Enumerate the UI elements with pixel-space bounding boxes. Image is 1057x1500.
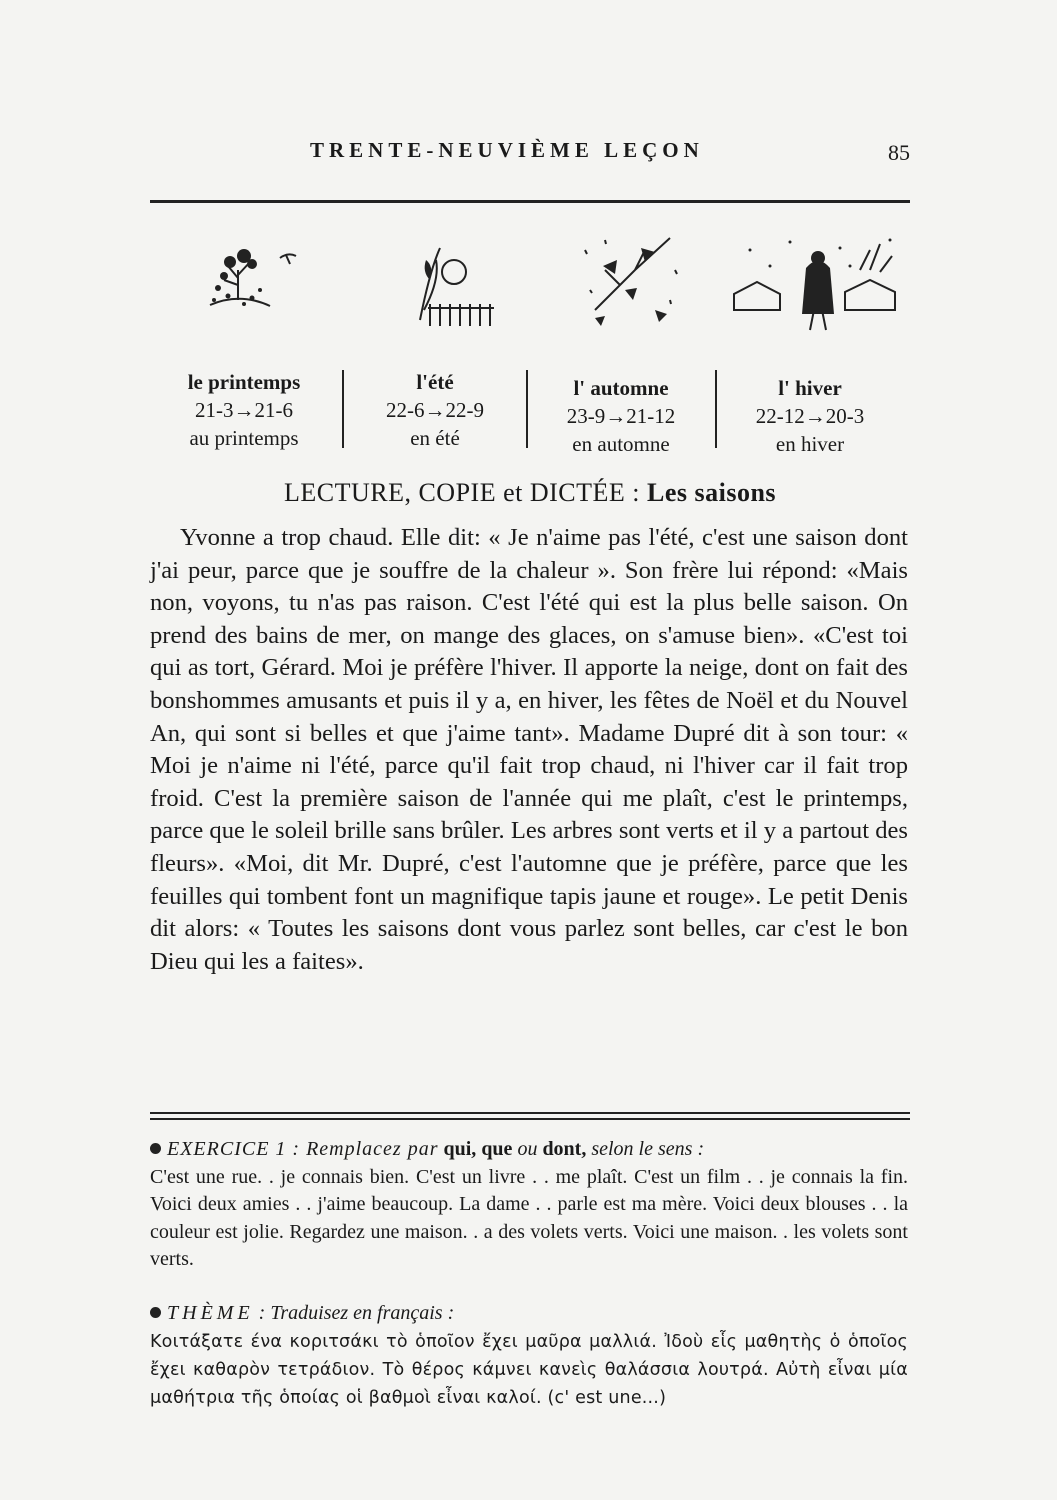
theme-label: THÈME bbox=[167, 1302, 254, 1324]
header-rule bbox=[150, 200, 910, 203]
exercise-word: dont, bbox=[542, 1138, 587, 1160]
lecture-heading-prefix: LECTURE, COPIE et DICTÉE : bbox=[283, 478, 647, 507]
theme-instruction: : Traduisez en français : bbox=[258, 1302, 455, 1324]
exercise-heading bbox=[150, 1136, 908, 1164]
season-name: l' hiver bbox=[778, 376, 842, 400]
column-divider bbox=[526, 370, 528, 448]
winter-snow-walker-icon bbox=[730, 230, 905, 340]
bullet-icon bbox=[150, 1307, 161, 1318]
section-rule-upper bbox=[150, 1112, 910, 1114]
season-name: le printemps bbox=[187, 370, 301, 394]
bullet-icon bbox=[150, 1143, 161, 1154]
theme-greek-text bbox=[150, 1328, 908, 1412]
exercise-connector: ou bbox=[517, 1138, 538, 1160]
season-dates: 22-12→20-3 bbox=[755, 404, 865, 428]
season-dates: 21-3→21-6 bbox=[195, 398, 293, 422]
spring-tree-bird-icon bbox=[200, 230, 305, 340]
reading-passage bbox=[150, 522, 908, 978]
exercise-1 bbox=[150, 1136, 908, 1274]
theme-exercise bbox=[150, 1300, 908, 1412]
season-summer bbox=[346, 368, 524, 452]
lecture-heading bbox=[150, 478, 910, 508]
season-preposition: en hiver bbox=[775, 432, 845, 456]
season-name: l'été bbox=[416, 370, 454, 394]
season-dates: 23-9→21-12 bbox=[566, 404, 676, 428]
running-head bbox=[150, 138, 910, 168]
section-rule-lower bbox=[150, 1118, 910, 1120]
summer-sun-fence-icon bbox=[400, 230, 510, 340]
season-spring bbox=[150, 368, 338, 452]
season-dates: 22-6→22-9 bbox=[386, 398, 484, 422]
exercise-word: qui, bbox=[443, 1138, 477, 1160]
exercise-word: que bbox=[481, 1138, 513, 1160]
reading-text: Yvonne a trop chaud. Elle dit: « Je n'aime pas l'été, c'est une saison dont j'ai peur, parce que je souffre de la chaleur ». Son frère lui répond: «Mais non, voyons, tu n'as pas raison. C'est l'été qui est la plus belle saison. On prend des bains de mer, on mange des glaces, on s'amuse bien». «C'est toi qui as tort, Gérard. Moi je préfère l'hiver. Il apporte la neige, dont on fait des bonshommes amusants et puis il y a, en hiver, les fêtes de Noël et du Nouvel An, qui sont si belles et que j'aime tant». Madame Dupré dit à son tour: « Moi je n'aime ni l'été, parce qu'il fait trop chaud, ni l'hiver car il fait trop froid. C'est la première saison de l'année qui me plaît, c'est le printemps, parce que le soleil brille sans brûler. Les arbres sont verts et il y a partout des fleurs». «Moi, dit Mr. Dupré, c'est l'automne que je préfère, parce que les feuilles qui tombent font un magnifique tapis jaune et rouge». Le petit Denis dit alors: « Toutes les saisons dont vous parlez sont belles, car c'est le bon Dieu qui les a faites». bbox=[150, 524, 908, 975]
column-divider bbox=[342, 370, 344, 448]
greek-sentences: Κοιτάξατε ένα κοριτσάκι τὸ ὁποῖον ἔχει μαῦρα μαλλιά. Ἰδοὺ εἷς μαθητὴς ὁ ὁποῖος ἔχει καθαρὸν τετράδιον. Τὸ θέρος κάμνει κανεὶς θαλάσσια λουτρά. Αὐτὴ εἶναι μία μαθήτρια τῆς ὁποίας οἱ βαθμοὶ εἶναι καλοί. bbox=[150, 1331, 908, 1408]
autumn-falling-leaves-icon bbox=[575, 230, 695, 340]
season-preposition: en automne bbox=[572, 432, 670, 456]
exercise-suffix: selon le sens : bbox=[591, 1138, 705, 1160]
exercise-text: C'est une rue. . je connais bien. C'est un livre . . me plaît. C'est un film . . je connais la fin. Voici deux amies . . j'aime beaucoup. La dame . . parle est ma mère. Voici deux blouses . . la couleur est jolie. Regardez une maison. . a des volets verts. Voici une maison. . les volets sont verts. bbox=[150, 1165, 908, 1270]
theme-heading bbox=[150, 1300, 908, 1328]
season-name: l' automne bbox=[573, 376, 669, 400]
seasons-panel bbox=[150, 230, 910, 465]
season-autumn bbox=[530, 374, 712, 458]
theme-hint: (c' est une...) bbox=[547, 1387, 667, 1408]
chapter-title: TRENTE-NEUVIÈME LEÇON bbox=[310, 138, 704, 162]
lecture-heading-title: Les saisons bbox=[646, 478, 777, 507]
exercise-label: EXERCICE 1 : Remplacez par bbox=[167, 1138, 439, 1160]
season-preposition: en été bbox=[410, 426, 460, 450]
season-winter bbox=[720, 374, 900, 458]
season-preposition: au printemps bbox=[189, 426, 299, 450]
column-divider bbox=[715, 370, 717, 448]
page-number: 85 bbox=[888, 140, 910, 165]
